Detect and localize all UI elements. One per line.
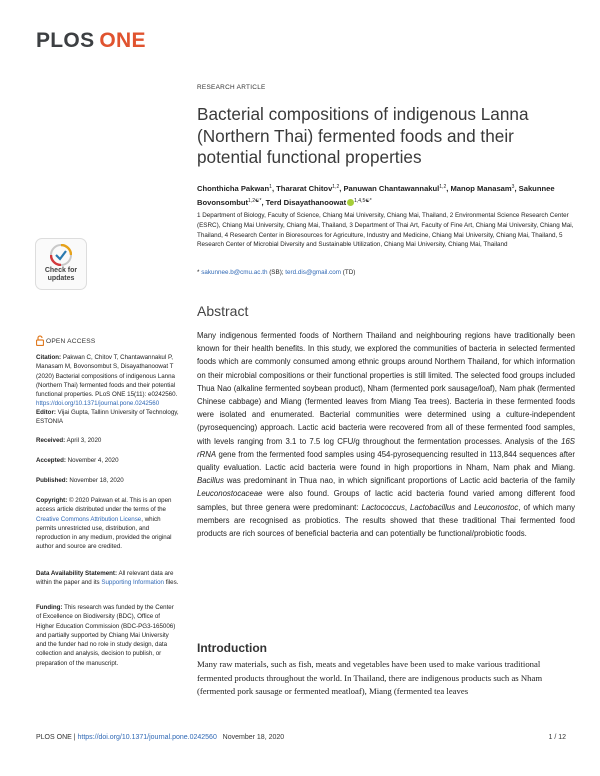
introduction-heading: Introduction: [197, 641, 267, 655]
author-name[interactable]: Sakunnee Bovonsombut: [197, 184, 555, 207]
editor-block: Editor: Vijai Gupta, Tallinn University of Technology, ESTONIA: [36, 409, 179, 426]
data-availability-block: Data Availability Statement: All relevant data are within the paper and its Supporting Information files.: [36, 570, 179, 587]
check-updates-line2: updates: [47, 275, 75, 282]
introduction-text: Many raw materials, such as fish, meats and vegetables have been used to make various traditional fermented products throughout the world. In Thailand, there are indigenous products such as Nham (fermented pork sausage or fermented meatloaf), Miang (fermented tea leaves: [197, 659, 543, 696]
article-type-label: RESEARCH ARTICLE: [197, 84, 266, 91]
citation-block: Citation: Pakwan C, Chitov T, Chantawannakul P, Manasam M, Bovonsombut S, Disayathanoowat T (2020) Bacterial compositions of indigenous Lanna (Northern Thai) fermented foods and their potential functional properties. PLoS ONE 15(11): e0242560. https://doi.org/10.1371/journal.pone.0242560: [36, 354, 178, 408]
logo-plos: PLOS: [36, 29, 95, 52]
open-lock-icon: [36, 335, 44, 346]
email-link[interactable]: sakunnee.b@cmu.ac.th: [201, 269, 268, 276]
correspondence: * sakunnee.b@cmu.ac.th (SB); terd.dis@gmail.com (TD): [197, 269, 356, 276]
doi-link[interactable]: https://doi.org/10.1371/journal.pone.0242560: [36, 400, 160, 408]
copyright-block: Copyright: © 2020 Pakwan et al. This is an open access article distributed under the terms of the Creative Commons Attribution License, which permits unrestricted use, distribution, and reproduction in any medium, provided the original author and source are credited.: [36, 497, 172, 551]
funding-block: Funding: This research was funded by the Center of Excellence on Biodiversity (BDC), Office of Higher Education Commission (BDC-PG3-165006) and partially supported by Chiang Mai University and the funder had no role in study design, data collection and analysis, decision to publish, or preparation of the manuscript.: [36, 604, 176, 667]
author-name[interactable]: Terd Disayathanoowat: [265, 198, 347, 207]
check-for-updates-badge[interactable]: [35, 238, 87, 290]
logo-one: ONE: [99, 29, 146, 52]
received-date: Received: April 3, 2020: [36, 437, 102, 444]
affiliations: 1 Department of Biology, Faculty of Science, Chiang Mai University, Chiang Mai, Thailand, 2 Environmental Science Research Center (ESRC), Chiang Mai University, Chiang Mai, Thailand, 3 Department of Thai Art, Faculty of Fine Art, Chiang Mai University, Chiang Mai, Thailand, 4 Research Center in Bioresources for Agriculture, Industry and Medicine, Chiang Mai University, Chiang Mai, Thailand, 5 Research Center of Microbial Diversity and Sustainable Utilization, Chiang Mai University, Chiang Mai, Thailand: [197, 212, 574, 249]
accepted-date: Accepted: November 4, 2020: [36, 457, 119, 464]
author-list: Chonthicha Pakwan$^1$, Thararat Chitov$^{1,2}$, Panuwan Chantawannakul$^{1,2}$, Manop Manasam$^3$, Sakunnee Bovonsombut$^{1,2☯*}$, Terd Disayathanoowat $^{1,4,5☯*}$: [197, 184, 555, 207]
author-name[interactable]: Manop Manasam: [450, 184, 512, 193]
author-name[interactable]: Thararat Chitov: [276, 184, 333, 193]
abstract-heading: Abstract: [197, 303, 249, 319]
page-footer: [36, 734, 566, 741]
article-title: Bacterial compositions of indigenous Lanna (Northern Thai) fermented foods and their potential functional properties: [197, 104, 529, 167]
check-updates-icon: [50, 244, 72, 266]
check-updates-line1: Check for: [44, 267, 78, 274]
published-date: Published: November 18, 2020: [36, 477, 124, 484]
supporting-info-link[interactable]: Supporting Information: [101, 579, 164, 587]
page-number: 1 / 12: [548, 734, 566, 741]
footer-doi-link[interactable]: https://doi.org/10.1371/journal.pone.0242560: [77, 734, 217, 741]
journal-logo: [36, 29, 146, 53]
abstract-text: Many indigenous fermented foods of Northern Thailand and neighbouring regions have traditionally been known for their health benefits. In this study, we explored the communities of bacteria in selected fermented foods which are commonly consumed among ethnic groups around Northern Thailand, for which information on their microbial compositions or their functional properties is still limited. The selected food groups included Thua Nao (alkaline fermented soybean product), Nham (fermented pork sausage/loaf), Nam phak (fermented Chinese cabbage) and Miang (fermented leaves from Miang Tea trees). Bacteria in these fermented foods were isolated and enumerated. Bacterial communities were determined using a culture-independent (pyrosequencing) approach. Lactic acid bacteria were recovered from all of these fermented food samples, with levels ranging from 3.1 to 7.5 log CFU/g throughout the fermentation processes. Analysis of the 16S rRNA gene from the fermented food samples using 454-pyrosequencing resulted in 113,844 sequences after quality evaluation. Lactic acid bacteria were found in high proportions in Nham, Nam phak and Miang. Bacillus was predominant in Thua nao, in which significant proportions of Lactic acid bacteria of the family Leuconostocaceae were also found. Groups of lactic acid bacteria found varied among different food samples, but three genera were predominant: Lactococcus, Lactobacillus and Leuconostoc, of which many members are recognised as probiotics. The results showed that these traditional Thai fermented food products are rich sources of beneficial bacteria and can potentially be functional/probiotic foods.: [197, 331, 575, 539]
license-link[interactable]: Creative Commons Attribution License: [36, 515, 142, 523]
footer-date: November 18, 2020: [216, 734, 285, 741]
email-link[interactable]: terd.dis@gmail.com: [285, 269, 342, 276]
author-name[interactable]: Panuwan Chantawannakul: [343, 184, 440, 193]
open-access-label: OPEN ACCESS: [36, 335, 95, 346]
footer-journal: PLOS ONE |: [36, 734, 78, 741]
author-name[interactable]: Chonthicha Pakwan: [197, 184, 270, 193]
